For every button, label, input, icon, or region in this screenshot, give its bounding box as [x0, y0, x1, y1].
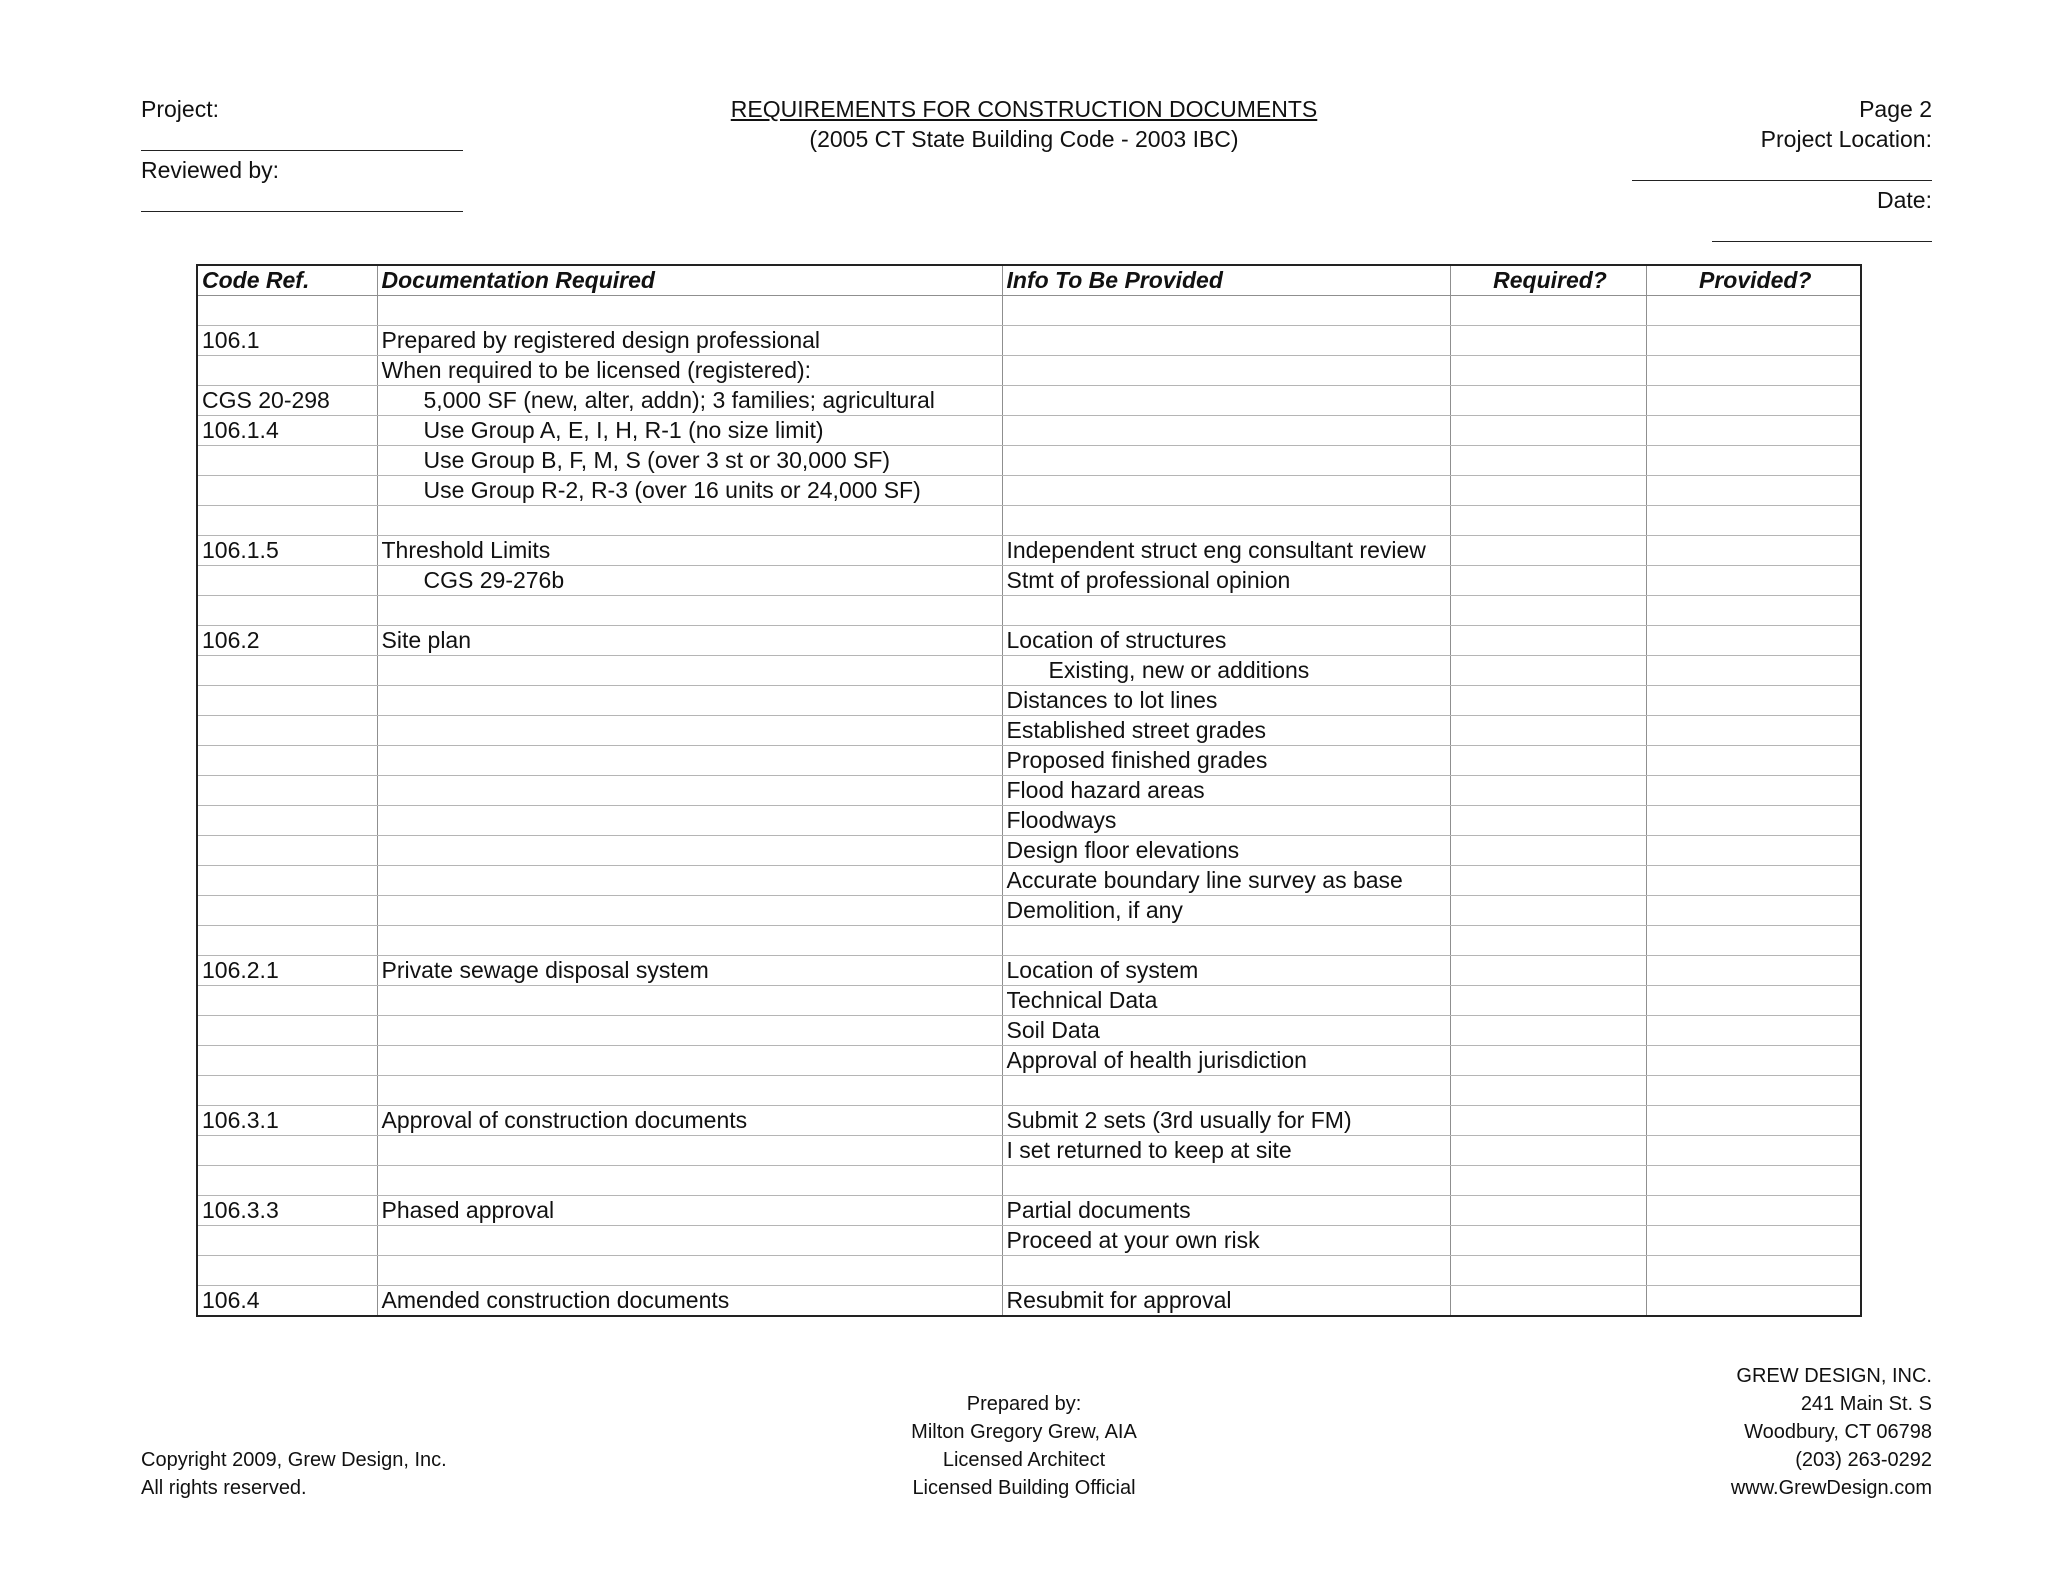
provided-cell[interactable]	[1646, 626, 1861, 656]
table-row	[197, 1286, 1861, 1317]
table-row	[197, 956, 1861, 986]
required-cell[interactable]	[1450, 836, 1646, 866]
provided-cell[interactable]	[1646, 356, 1861, 386]
table-row	[197, 776, 1861, 806]
provided-cell[interactable]	[1646, 896, 1861, 926]
code-ref-cell-text: 106.4	[202, 1287, 260, 1313]
required-cell[interactable]	[1450, 1076, 1646, 1106]
provided-cell[interactable]	[1646, 1016, 1861, 1046]
info-cell-text: Design floor elevations	[1006, 837, 1240, 863]
provided-cell[interactable]	[1646, 1226, 1861, 1256]
documentation-cell	[377, 386, 1002, 416]
table-row	[197, 746, 1861, 776]
code-ref-cell	[197, 776, 377, 806]
info-cell	[1002, 356, 1450, 386]
provided-cell[interactable]	[1646, 956, 1861, 986]
table-row	[197, 566, 1861, 596]
info-cell	[1002, 956, 1450, 986]
required-cell[interactable]	[1450, 506, 1646, 536]
table-row	[197, 926, 1861, 956]
info-cell	[1002, 746, 1450, 776]
code-ref-cell	[197, 356, 377, 386]
provided-cell[interactable]	[1646, 326, 1861, 356]
page-number: Page 2	[1859, 96, 1932, 122]
table-row	[197, 416, 1861, 446]
documentation-cell-text: Phased approval	[381, 1197, 555, 1223]
documentation-cell	[377, 626, 1002, 656]
code-ref-cell	[197, 1226, 377, 1256]
info-cell-text: Proposed finished grades	[1006, 747, 1268, 773]
info-cell	[1002, 836, 1450, 866]
required-cell[interactable]	[1450, 656, 1646, 686]
required-cell[interactable]	[1450, 716, 1646, 746]
info-cell-text: Proceed at your own risk	[1006, 1227, 1260, 1253]
table-row	[197, 1106, 1861, 1136]
code-ref-cell-text: 106.2	[202, 627, 260, 653]
required-cell[interactable]	[1450, 1136, 1646, 1166]
provided-cell[interactable]	[1646, 1106, 1861, 1136]
provided-cell[interactable]	[1646, 806, 1861, 836]
code-ref-cell-text: 106.1	[202, 327, 260, 353]
provided-cell[interactable]	[1646, 1076, 1861, 1106]
documentation-cell	[377, 1136, 1002, 1166]
info-cell	[1002, 296, 1450, 326]
code-ref-cell	[197, 1016, 377, 1046]
code-ref-cell	[197, 896, 377, 926]
table-row	[197, 716, 1861, 746]
table-row	[197, 386, 1861, 416]
info-cell-text: Technical Data	[1006, 987, 1158, 1013]
provided-cell[interactable]	[1646, 986, 1861, 1016]
col-header-info: Info To Be Provided	[1002, 265, 1450, 296]
info-cell	[1002, 1106, 1450, 1136]
info-cell	[1002, 1136, 1450, 1166]
preparer-name: Milton Gregory Grew, AIA	[911, 1421, 1137, 1443]
documentation-cell	[377, 536, 1002, 566]
documentation-cell	[377, 1076, 1002, 1106]
code-ref-cell	[197, 446, 377, 476]
code-ref-cell	[197, 626, 377, 656]
table-row	[197, 806, 1861, 836]
required-cell[interactable]	[1450, 1016, 1646, 1046]
required-cell[interactable]	[1450, 1196, 1646, 1226]
required-cell[interactable]	[1450, 986, 1646, 1016]
documentation-cell	[377, 1166, 1002, 1196]
code-ref-cell	[197, 1256, 377, 1286]
required-cell[interactable]	[1450, 596, 1646, 626]
documentation-cell	[377, 416, 1002, 446]
code-ref-cell	[197, 836, 377, 866]
provided-cell[interactable]	[1646, 866, 1861, 896]
code-ref-cell	[197, 596, 377, 626]
info-cell	[1002, 866, 1450, 896]
code-ref-cell	[197, 506, 377, 536]
info-cell-text: I set returned to keep at site	[1006, 1137, 1292, 1163]
info-cell	[1002, 626, 1450, 656]
documentation-cell	[377, 1226, 1002, 1256]
required-cell[interactable]	[1450, 806, 1646, 836]
code-ref-cell	[197, 476, 377, 506]
documentation-cell	[377, 986, 1002, 1016]
required-cell[interactable]	[1450, 536, 1646, 566]
project-location-line	[1632, 180, 1932, 181]
documentation-cell	[377, 866, 1002, 896]
code-ref-cell	[197, 716, 377, 746]
provided-cell[interactable]	[1646, 776, 1861, 806]
code-ref-cell	[197, 536, 377, 566]
required-cell[interactable]	[1450, 956, 1646, 986]
info-cell-text: Established street grades	[1006, 717, 1267, 743]
prepared-by-label: Prepared by:	[966, 1393, 1082, 1415]
documentation-cell-text: Use Group B, F, M, S (over 3 st or 30,000 SF)	[423, 447, 891, 473]
documentation-cell-text: Approval of construction documents	[381, 1107, 748, 1133]
required-cell[interactable]	[1450, 416, 1646, 446]
provided-cell[interactable]	[1646, 1286, 1861, 1317]
documentation-cell	[377, 1196, 1002, 1226]
preparer-title-official: Licensed Building Official	[912, 1477, 1136, 1499]
provided-cell[interactable]	[1646, 536, 1861, 566]
document-title: REQUIREMENTS FOR CONSTRUCTION DOCUMENTS	[730, 96, 1318, 122]
table-row	[197, 296, 1861, 326]
reviewed-by-label: Reviewed by:	[141, 157, 280, 183]
required-cell[interactable]	[1450, 626, 1646, 656]
info-cell	[1002, 566, 1450, 596]
code-ref-cell	[197, 866, 377, 896]
preparer-title-architect: Licensed Architect	[942, 1449, 1106, 1471]
documentation-cell	[377, 956, 1002, 986]
documentation-cell	[377, 1286, 1002, 1317]
code-ref-cell	[197, 926, 377, 956]
documentation-cell-text: Use Group R-2, R-3 (over 16 units or 24,000 SF)	[423, 477, 921, 503]
documentation-cell	[377, 716, 1002, 746]
provided-cell[interactable]	[1646, 716, 1861, 746]
table-row	[197, 656, 1861, 686]
required-cell[interactable]	[1450, 566, 1646, 596]
provided-cell[interactable]	[1646, 746, 1861, 776]
info-cell	[1002, 446, 1450, 476]
required-cell[interactable]	[1450, 686, 1646, 716]
code-ref-cell	[197, 656, 377, 686]
documentation-cell	[377, 1256, 1002, 1286]
info-cell	[1002, 1166, 1450, 1196]
code-ref-cell	[197, 806, 377, 836]
code-ref-cell-text: 106.3.1	[202, 1107, 279, 1133]
required-cell[interactable]	[1450, 1166, 1646, 1196]
company-name: GREW DESIGN, INC.	[1736, 1365, 1932, 1387]
provided-cell[interactable]	[1646, 506, 1861, 536]
document-subtitle: (2005 CT State Building Code - 2003 IBC)	[809, 126, 1239, 152]
provided-cell[interactable]	[1646, 1046, 1861, 1076]
required-cell[interactable]	[1450, 776, 1646, 806]
required-cell[interactable]	[1450, 356, 1646, 386]
documentation-cell-text: Amended construction documents	[381, 1287, 730, 1313]
info-cell-text: Approval of health jurisdiction	[1006, 1047, 1307, 1073]
required-cell[interactable]	[1450, 1226, 1646, 1256]
table-row	[197, 476, 1861, 506]
required-cell[interactable]	[1450, 326, 1646, 356]
table-row	[197, 986, 1861, 1016]
documentation-cell	[377, 896, 1002, 926]
table-row	[197, 1256, 1861, 1286]
rights-text: All rights reserved.	[141, 1477, 307, 1499]
code-ref-cell	[197, 1196, 377, 1226]
code-ref-cell	[197, 1286, 377, 1317]
provided-cell[interactable]	[1646, 386, 1861, 416]
code-ref-cell	[197, 1076, 377, 1106]
info-cell	[1002, 1226, 1450, 1256]
provided-cell[interactable]	[1646, 1196, 1861, 1226]
project-location-label: Project Location:	[1760, 126, 1932, 152]
documentation-cell	[377, 566, 1002, 596]
documentation-cell	[377, 746, 1002, 776]
code-ref-cell	[197, 956, 377, 986]
info-cell-text: Resubmit for approval	[1006, 1287, 1232, 1313]
documentation-cell-text: When required to be licensed (registered):	[381, 357, 812, 383]
table-row	[197, 1046, 1861, 1076]
code-ref-cell	[197, 1046, 377, 1076]
code-ref-cell-text: 106.1.4	[202, 417, 279, 443]
required-cell[interactable]	[1450, 1046, 1646, 1076]
provided-cell[interactable]	[1646, 926, 1861, 956]
documentation-cell-text: Threshold Limits	[381, 537, 551, 563]
info-cell	[1002, 1196, 1450, 1226]
documentation-cell-text: Use Group A, E, I, H, R-1 (no size limit)	[423, 417, 824, 443]
required-cell[interactable]	[1450, 926, 1646, 956]
project-line	[141, 150, 463, 151]
required-cell[interactable]	[1450, 446, 1646, 476]
table-row	[197, 686, 1861, 716]
code-ref-cell	[197, 326, 377, 356]
info-cell	[1002, 1076, 1450, 1106]
documentation-cell	[377, 296, 1002, 326]
info-cell-text: Location of structures	[1006, 627, 1227, 653]
info-cell	[1002, 806, 1450, 836]
documentation-cell	[377, 836, 1002, 866]
copyright-text: Copyright 2009, Grew Design, Inc.	[141, 1449, 447, 1471]
code-ref-cell	[197, 686, 377, 716]
table-row	[197, 626, 1861, 656]
table-row	[197, 1166, 1861, 1196]
table-row	[197, 506, 1861, 536]
documentation-cell-text: Site plan	[381, 627, 472, 653]
info-cell-text: Stmt of professional opinion	[1006, 567, 1291, 593]
documentation-cell-text: CGS 29-276b	[423, 567, 565, 593]
table-row	[197, 536, 1861, 566]
company-street: 241 Main St. S	[1800, 1393, 1932, 1415]
info-cell-text: Floodways	[1006, 807, 1117, 833]
provided-cell[interactable]	[1646, 1256, 1861, 1286]
info-cell	[1002, 326, 1450, 356]
table-row	[197, 1016, 1861, 1046]
code-ref-cell	[197, 746, 377, 776]
documentation-cell-text: Prepared by registered design professional	[381, 327, 821, 353]
info-cell-text: Submit 2 sets (3rd usually for FM)	[1006, 1107, 1352, 1133]
code-ref-cell	[197, 416, 377, 446]
info-cell-text: Location of system	[1006, 957, 1199, 983]
info-cell	[1002, 596, 1450, 626]
table-row	[197, 596, 1861, 626]
code-ref-cell	[197, 296, 377, 326]
info-cell	[1002, 386, 1450, 416]
info-cell	[1002, 926, 1450, 956]
provided-cell[interactable]	[1646, 836, 1861, 866]
info-cell	[1002, 1256, 1450, 1286]
required-cell[interactable]	[1450, 1286, 1646, 1317]
documentation-cell	[377, 1016, 1002, 1046]
info-cell	[1002, 716, 1450, 746]
documentation-cell	[377, 446, 1002, 476]
table-header-row	[197, 265, 1861, 296]
provided-cell[interactable]	[1646, 1136, 1861, 1166]
info-cell-text: Independent struct eng consultant review	[1006, 537, 1426, 563]
info-cell-text: Distances to lot lines	[1006, 687, 1218, 713]
code-ref-cell	[197, 986, 377, 1016]
date-line	[1712, 241, 1932, 242]
provided-cell[interactable]	[1646, 656, 1861, 686]
required-cell[interactable]	[1450, 386, 1646, 416]
documentation-cell	[377, 476, 1002, 506]
info-cell-text: Demolition, if any	[1006, 897, 1183, 923]
company-website: www.GrewDesign.com	[1730, 1477, 1932, 1499]
code-ref-cell	[197, 1166, 377, 1196]
documentation-cell	[377, 356, 1002, 386]
provided-cell[interactable]	[1646, 446, 1861, 476]
provided-cell[interactable]	[1646, 566, 1861, 596]
code-ref-cell-text: CGS 20-298	[202, 387, 330, 413]
info-cell	[1002, 506, 1450, 536]
table-row	[197, 1076, 1861, 1106]
col-header-required: Required?	[1450, 265, 1646, 296]
info-cell-text: Accurate boundary line survey as base	[1006, 867, 1403, 893]
info-cell	[1002, 536, 1450, 566]
documentation-cell	[377, 686, 1002, 716]
provided-cell[interactable]	[1646, 416, 1861, 446]
provided-cell[interactable]	[1646, 596, 1861, 626]
reviewed-by-line	[141, 211, 463, 212]
documentation-cell	[377, 506, 1002, 536]
date-label: Date:	[1877, 187, 1932, 213]
documentation-cell	[377, 806, 1002, 836]
table-row	[197, 896, 1861, 926]
table-row	[197, 1196, 1861, 1226]
company-city: Woodbury, CT 06798	[1744, 1421, 1932, 1443]
info-cell-text: Soil Data	[1006, 1017, 1100, 1043]
table-row	[197, 1226, 1861, 1256]
info-cell	[1002, 416, 1450, 446]
code-ref-cell-text: 106.3.3	[202, 1197, 279, 1223]
documentation-cell	[377, 326, 1002, 356]
provided-cell[interactable]	[1646, 686, 1861, 716]
documentation-cell-text: Private sewage disposal system	[381, 957, 709, 983]
col-header-provided: Provided?	[1646, 265, 1861, 296]
info-cell	[1002, 1016, 1450, 1046]
info-cell-text: Flood hazard areas	[1006, 777, 1205, 803]
required-cell[interactable]	[1450, 896, 1646, 926]
documentation-cell	[377, 926, 1002, 956]
provided-cell[interactable]	[1646, 296, 1861, 326]
info-cell	[1002, 1046, 1450, 1076]
table-body	[197, 296, 1861, 1317]
info-cell	[1002, 776, 1450, 806]
code-ref-cell	[197, 1136, 377, 1166]
table-row	[197, 836, 1861, 866]
required-cell[interactable]	[1450, 296, 1646, 326]
code-ref-cell	[197, 1106, 377, 1136]
info-cell-text: Existing, new or additions	[1048, 657, 1310, 683]
documentation-cell	[377, 1046, 1002, 1076]
table-row	[197, 1136, 1861, 1166]
requirements-table	[196, 264, 1862, 1317]
documentation-cell-text: 5,000 SF (new, alter, addn); 3 families; agricultural	[423, 387, 935, 413]
info-cell	[1002, 656, 1450, 686]
required-cell[interactable]	[1450, 866, 1646, 896]
required-cell[interactable]	[1450, 476, 1646, 506]
info-cell-text: Partial documents	[1006, 1197, 1191, 1223]
required-cell[interactable]	[1450, 1106, 1646, 1136]
code-ref-cell-text: 106.1.5	[202, 537, 279, 563]
code-ref-cell-text: 106.2.1	[202, 957, 279, 983]
info-cell	[1002, 1286, 1450, 1317]
table-row	[197, 356, 1861, 386]
documentation-cell	[377, 1106, 1002, 1136]
project-label: Project:	[141, 96, 219, 122]
documentation-cell	[377, 776, 1002, 806]
provided-cell[interactable]	[1646, 476, 1861, 506]
table-row	[197, 866, 1861, 896]
required-cell[interactable]	[1450, 1256, 1646, 1286]
col-header-code-ref: Code Ref.	[197, 265, 377, 296]
info-cell	[1002, 986, 1450, 1016]
info-cell	[1002, 896, 1450, 926]
required-cell[interactable]	[1450, 746, 1646, 776]
table-row	[197, 446, 1861, 476]
code-ref-cell	[197, 386, 377, 416]
provided-cell[interactable]	[1646, 1166, 1861, 1196]
documentation-cell	[377, 596, 1002, 626]
col-header-documentation: Documentation Required	[377, 265, 1002, 296]
documentation-cell	[377, 656, 1002, 686]
table-row	[197, 326, 1861, 356]
info-cell	[1002, 686, 1450, 716]
company-phone: (203) 263-0292	[1795, 1449, 1932, 1471]
code-ref-cell	[197, 566, 377, 596]
info-cell	[1002, 476, 1450, 506]
